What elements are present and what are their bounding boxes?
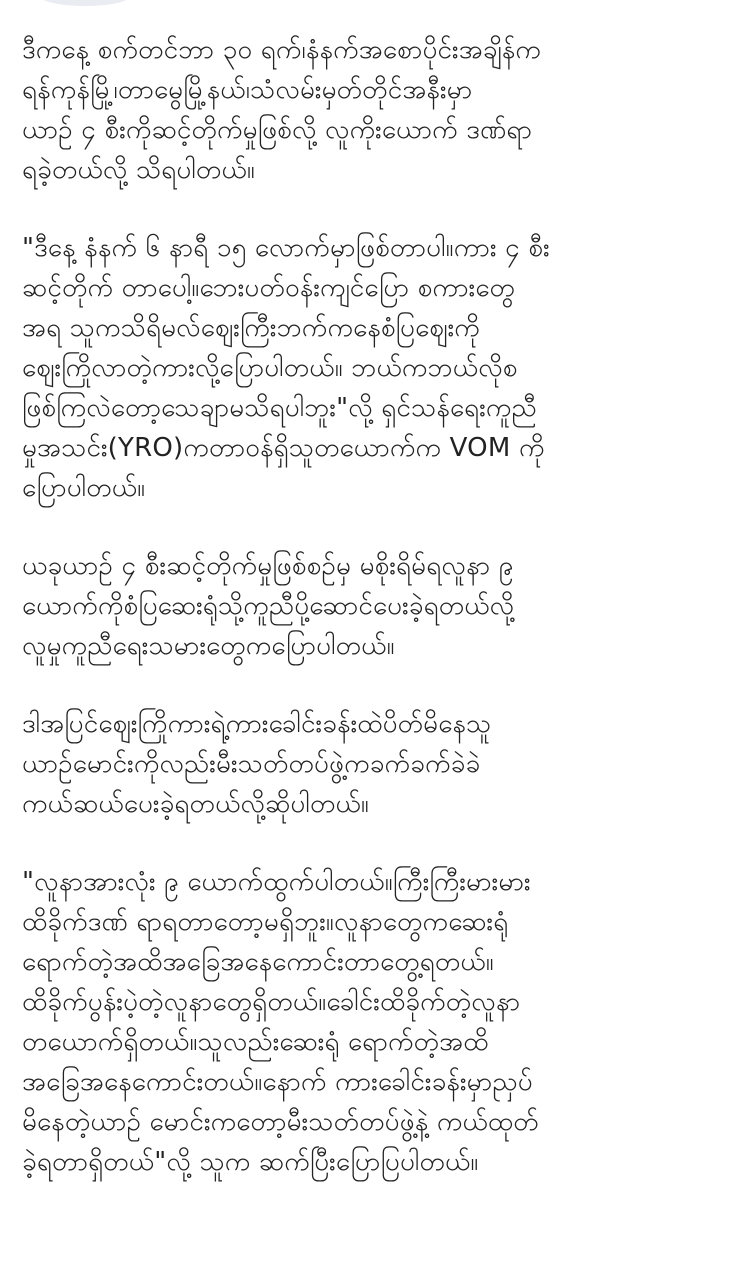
article-paragraph-2: "ဒီနေ့ နံနက် ၆ နာရီ ၁၅ လောက်မှာဖြစ်တာပါ။ကား ၄ စီး ဆင့်တိုက် တာပေါ့။ဘေးပတ်ဝန်းကျင်ပြော စကားတွေ အရ သူကသိရိမလ်ဈေးကြီးဘက်ကနေစံပြဈေးကို ဈေးကြိုလာတဲ့ကားလို့ပြောပါတယ်။ ဘယ်ကဘယ်လိုစ ဖြစ်ကြလဲတော့သေချာမသိရပါဘူး"လို့ ရှင်သန်ရေးကူညီ မှုအသင်း(YRO)ကတာဝန်ရှိသူတယောက်က VOM ကို ပြောပါတယ်။ bbox=[22, 233, 550, 503]
article-paragraph-5: "လူနာအားလုံး ၉ ယောက်ထွက်ပါတယ်။ကြီးကြီးမားမား ထိခိုက်ဒဏ် ရာရတာတော့မရှိဘူး။လူနာတွေကဆေးရုံ ရောက်တဲ့အထိအခြေအနေကောင်းတာတွေ့ရတယ်။ ထိခိုက်ပွန်းပဲ့တဲ့လူနာတွေရှိတယ်။ခေါင်းထိခိုက်တဲ့လူနာ တယောက်ရှိတယ်။သူလည်းဆေးရုံ ရောက်တဲ့အထိ အခြေအနေကောင်းတယ်။နောက် ကားခေါင်းခန်းမှာညှပ် မိနေတဲ့ယာဉ် မောင်းကတော့မီးသတ်တပ်ဖွဲ့နဲ့ ကယ်ထုတ် ခဲ့ရတာရှိတယ်"လို့ သူက ဆက်ပြီးပြောပြပါတယ်။ bbox=[22, 867, 539, 1177]
article-paragraph-4: ဒါအပြင်ဈေးကြိုကားရဲ့ကားခေါင်းခန်းထဲပိတ်မိနေသူ ယာဉ်မောင်းကိုလည်းမီးသတ်တပ်ဖွဲ့ကခက်ခက်ခဲခဲ ကယ်ဆယ်ပေးခဲ့ရတယ်လို့ဆိုပါတယ်။ bbox=[22, 709, 492, 819]
article-paragraph-1: ဒီကနေ့ စက်တင်ဘာ ၃၀ ရက်၊နံနက်အစောပိုင်းအချိန်က ရန်ကုန်မြို့၊တာမွေမြို့နယ်၊သံလမ်းမှတ်တိုင်အနီးမှာ ယာဉ် ၄ စီးကိုဆင့်တိုက်မှုဖြစ်လို့ လူကိုးယောက် ဒဏ်ရာ ရခဲ့တယ်လို့ သိရပါတယ်။ bbox=[22, 35, 542, 185]
article-body bbox=[22, 30, 716, 1182]
article-paragraph-3: ယခုယာဉ် ၄ စီးဆင့်တိုက်မှုဖြစ်စဉ်မှ မစိုးရိမ်ရလူနာ ၉ ယောက်ကိုစံပြဆေးရုံသို့ကူညီပို့ဆောင်ပေးခဲ့ရတယ်လို့ လူမှုကူညီရေးသမားတွေကပြောပါတယ်။ bbox=[22, 551, 515, 661]
top-edge-shadow bbox=[40, 0, 130, 6]
